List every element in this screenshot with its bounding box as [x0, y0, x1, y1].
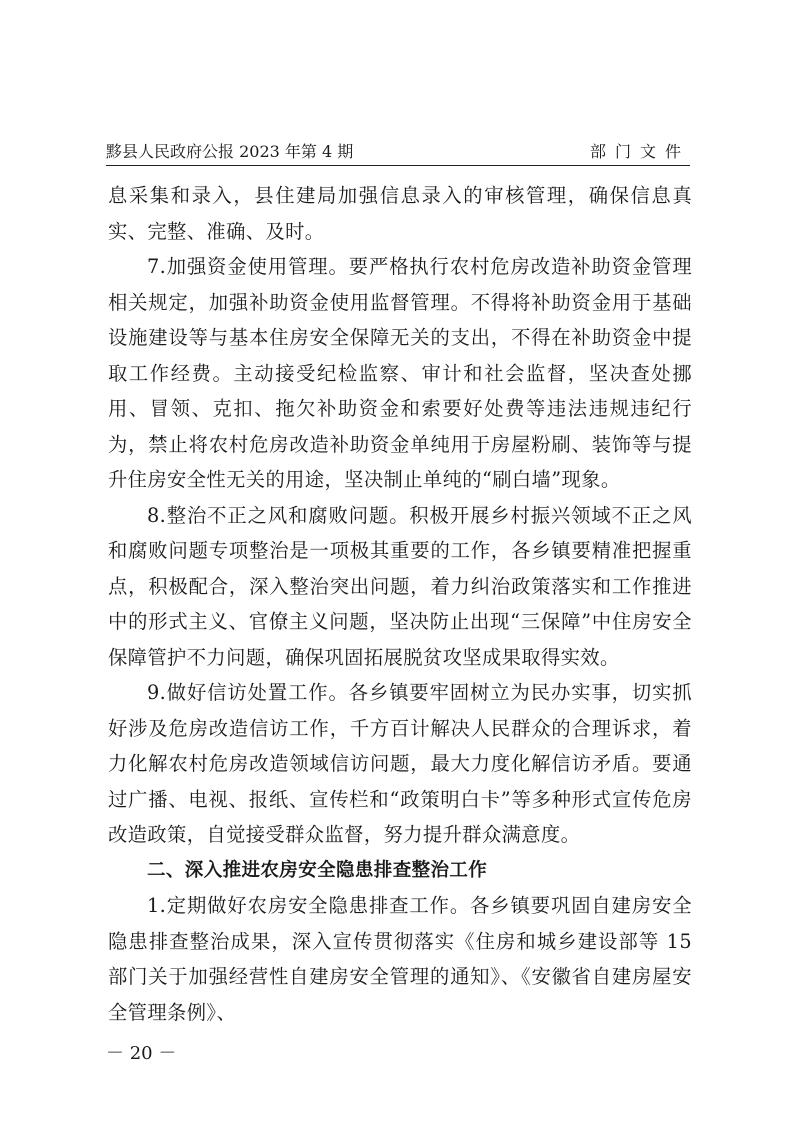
- paragraph-continuation: 息采集和录入，县住建局加强信息录入的审核管理，确保信息真实、完整、准确、及时。: [108, 184, 692, 243]
- bulletin-title: 黟县人民政府公报 2023 年第 4 期: [106, 142, 354, 161]
- page-number: － 20 －: [106, 1043, 177, 1064]
- section-heading: 二、深入推进农房安全隐患排查整治工作: [147, 859, 488, 881]
- section-label: 部门文件: [589, 142, 690, 161]
- paragraph-item-7: 7.加强资金使用管理。要严格执行农村危房改造补助资金管理相关规定，加强补助资金使用监督管理。不得将补助资金用于基础设施建设等与基本住房安全保障无关的支出，不得在补助资金中提取工作经费。主动接受纪检监察、审计和社会监督，坚决查处挪用、冒领、克扣、拖欠补助资金和索要好处费等违法违规违纪行为，禁止将农村危房改造补助资金单纯用于房屋粉刷、装饰等与提升住房安全性无关的用途，坚决制止单纯的“刷白墙”现象。: [108, 255, 692, 491]
- document-body: [108, 178, 692, 1030]
- page-header: [106, 141, 690, 166]
- paragraph-item-9: 9.做好信访处置工作。各乡镇要牢固树立为民办实事，切实抓好涉及危房改造信访工作，千方百计解决人民群众的合理诉求，着力化解农村危房改造领域信访问题，最大力度化解信访矛盾。要通过广播、电视、报纸、宣传栏和“政策明白卡”等多种形式宣传危房改造政策，自觉接受群众监督，努力提升群众满意度。: [108, 681, 692, 846]
- paragraph-item-1: 1.定期做好农房安全隐患排查工作。各乡镇要巩固自建房安全隐患排查整治成果，深入宣传贯彻落实《住房和城乡建设部等 15 部门关于加强经营性自建房安全管理的通知》、《安徽省自建房屋安全管理条例》、: [108, 894, 692, 1024]
- paragraph-item-8: 8.整治不正之风和腐败问题。积极开展乡村振兴领域不正之风和腐败问题专项整治是一项极其重要的工作，各乡镇要精准把握重点，积极配合，深入整治突出问题，着力纠治政策落实和工作推进中的形式主义、官僚主义问题，坚决防止出现“三保障”中住房安全保障管护不力问题，确保巩固拓展脱贫攻坚成果取得实效。: [108, 503, 692, 669]
